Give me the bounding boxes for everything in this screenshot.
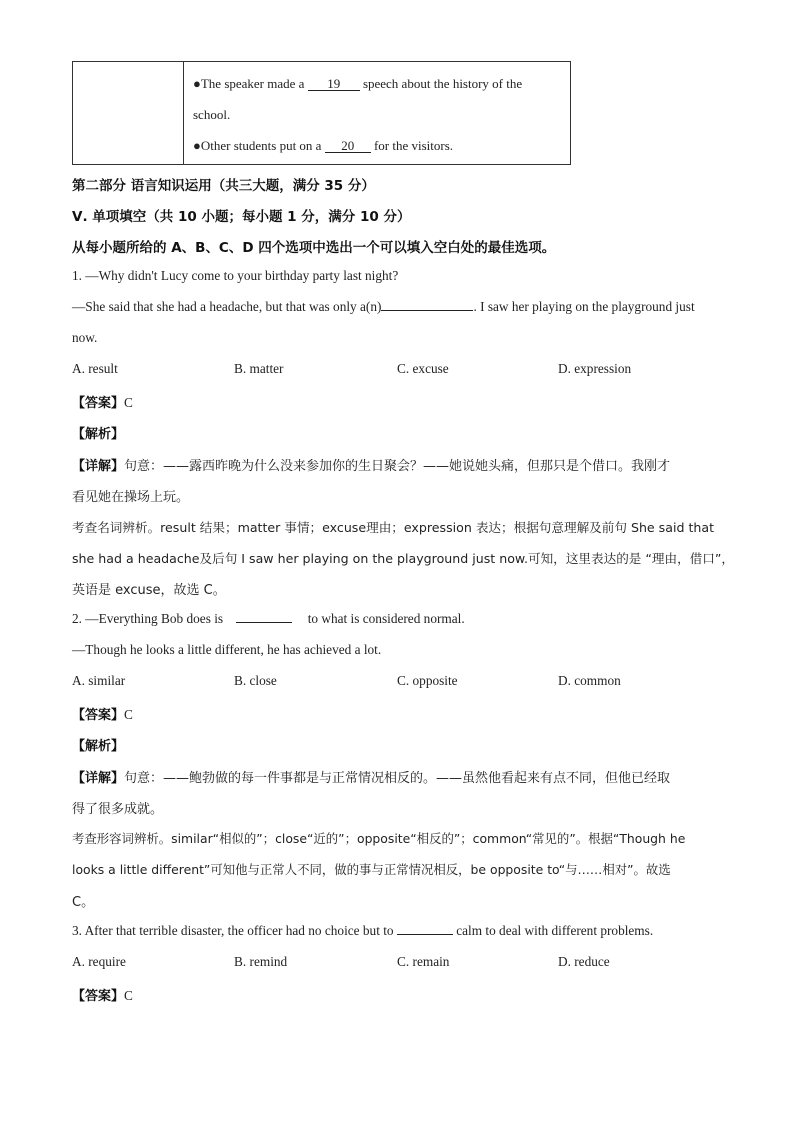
section-instruction: 从每小题所给的 A、B、C、D 四个选项中选出一个可以填入空白处的最佳选项。 (72, 240, 556, 256)
q1-answer: 【答案】C (72, 395, 133, 411)
q2-answer: 【答案】C (72, 707, 133, 723)
q1-detail-4: she had a headache及后句 I saw her playing on the playground just now.可知，这里表达的是 “理由，借口”， (72, 551, 735, 566)
q1-analysis-tag: 【解析】 (72, 427, 125, 442)
q2-detail-1: 【详解】句意：——鲍勃做的每一件事都是与正常情况相反的。——虽然他看起来有点不同，但他已经取 (72, 771, 671, 786)
section-part2-heading: 第二部分 语言知识运用（共三大题，满分 35 分） (72, 178, 375, 194)
q2-analysis-tag: 【解析】 (72, 739, 125, 754)
q1-option-a: A. result (72, 361, 118, 376)
q1-option-c: C. excuse (397, 361, 449, 376)
q2-detail-4: looks a little different”可知他与正常人不同，做的事与正常情况相反，be opposite to“与……相对”。故选 (72, 862, 671, 877)
q3-line-1: 3. After that terrible disaster, the officer had no choice but to calm to deal with different problems. (72, 923, 654, 938)
table-line-1: ●The speaker made a 19 speech about the history of the (193, 76, 523, 91)
answer-table (72, 61, 571, 165)
table-line-3: ●Other students put on a 20 for the visitors. (193, 138, 454, 153)
q1-option-b: B. matter (234, 361, 284, 376)
q2-option-a: A. similar (72, 673, 126, 688)
q2-detail-2: 得了很多成就。 (72, 802, 164, 817)
q3-answer: 【答案】C (72, 988, 133, 1004)
q2-line-2: —Though he looks a little different, he has achieved a lot. (72, 642, 382, 657)
q2-option-d: D. common (558, 673, 621, 688)
q2-option-c: C. opposite (397, 673, 458, 688)
q1-detail-1: 【详解】句意：——露西昨晚为什么没来参加你的生日聚会？——她说她头痛，但那只是个借口。我刚才 (72, 459, 671, 474)
blank-20: 20 (325, 139, 371, 153)
q1-detail-3: 考查名词辨析。result 结果；matter 事情；excuse理由；expression 表达；根据句意理解及前句 She said that (72, 520, 715, 535)
q3-option-c: C. remain (397, 954, 450, 969)
q1-detail-2: 看见她在操场上玩。 (72, 490, 190, 505)
q1-line-3: now. (72, 330, 98, 345)
q1-blank (381, 299, 473, 311)
q2-blank (236, 611, 292, 623)
q2-detail-3: 考查形容词辨析。similar“相似的”；close“近的”；opposite“相反的”；common“常见的”。根据“Though he (72, 831, 686, 846)
q1-line-2: —She said that she had a headache, but that was only a(n) . I saw her playing on the playground just (72, 299, 695, 314)
q1-option-d: D. expression (558, 361, 632, 376)
table-line-2: school. (193, 107, 231, 122)
q2-option-b: B. close (234, 673, 277, 688)
blank-19: 19 (308, 77, 360, 91)
q1-detail-5: 英语是 excuse，故选 C。 (72, 583, 226, 598)
table-left-cell (73, 62, 184, 164)
q2-detail-5: C。 (72, 895, 95, 910)
q3-option-d: D. reduce (558, 954, 610, 969)
q1-line-1: 1. —Why didn't Lucy come to your birthday party last night? (72, 268, 399, 283)
q3-blank (397, 923, 453, 935)
q3-option-b: B. remind (234, 954, 288, 969)
q2-line-1: 2. —Everything Bob does is to what is considered normal. (72, 611, 465, 626)
section-part5-heading: Ⅴ. 单项填空（共 10 小题；每小题 1 分，满分 10 分） (72, 209, 411, 225)
table-right-cell (184, 62, 570, 164)
q3-option-a: A. require (72, 954, 126, 969)
